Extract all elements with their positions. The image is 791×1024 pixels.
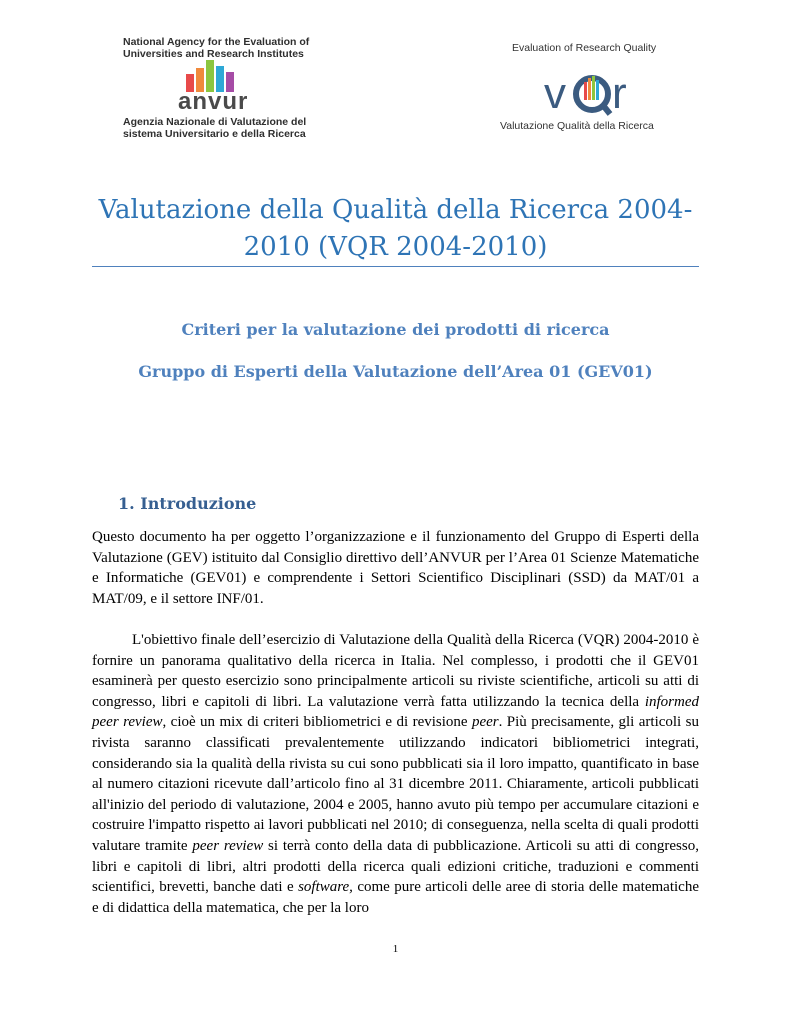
anvur-italian-line2: sistema Universitario e della Ricerca	[123, 128, 306, 140]
para2-text-1: L'obiettivo finale dell’esercizio di Valutazione della Qualità della Ricerca (VQR) 2004-2010 è fornire un panorama qualitativo della ricerca in Italia. Nel complesso, i prodotti che il GEV01 esaminerà per questo esercizio sono principalmente articoli su riviste scientifiche, articoli su atti di congresso, libri e capitoli di libri. La valutazione verrà fatta utilizzando la tecnica della	[92, 632, 699, 710]
anvur-logo	[120, 36, 320, 146]
anvur-english-name	[123, 36, 309, 60]
anvur-acronym: anvur	[178, 88, 249, 115]
paragraph-2	[92, 630, 699, 918]
vqr-top-text: Evaluation of Research Quality	[512, 42, 657, 54]
para2-em-peer: peer	[471, 714, 499, 731]
subtitle-criteria: Criteri per la valutazione dei prodotti di ricerca	[181, 320, 610, 339]
para2-text-3: . Più precisamente, gli articoli su rivista saranno classificati prevalentemente utilizzando indicatori bibliometrici integrati, considerando sia la qualità della rivista su cui sono pubblicati sia il loro impatto, quantificato in base al numero citazioni ricevute dall’articolo fino al 31 dicembre 2011. Chiaramente, articoli pubblicati all'inizio del periodo di valutazione, 2004 e 2005, hanno avuto più tempo per accumulare citazioni e costruire l'impatto rispetto ai lavori pubblicati nel 2010; di conseguenza, nella scelta di quali prodotti valutare tramite	[92, 714, 699, 854]
para2-text-4: si terrà conto della data di pubblicazione. Articoli su atti di congresso, libri e capitoli di libri, altri prodotti della ricerca quali edizioni critiche, traduzioni e commenti scientifici, brevetti, banche dati e	[92, 837, 699, 896]
vqr-bottom-text: Valutazione Qualità della Ricerca	[500, 120, 654, 132]
vqr-letter-v: v	[544, 69, 566, 118]
title-line-1: Valutazione della Qualità della Ricerca 2004-	[98, 195, 693, 225]
paragraph-1: Questo documento ha per oggetto l’organizzazione e il funzionamento del Gruppo di Esperti della Valutazione (GEV) istituito dal Consiglio direttivo dell’ANVUR per l’Area 01 Scienze Matematiche e Informatiche (GEV01) e comprendente i Settori Scientifico Disciplinari (SSD) da MAT/01 a MAT/09, e il settore INF/01.	[92, 529, 699, 607]
vqr-logo	[500, 40, 690, 140]
anvur-english-line1: National Agency for the Evaluation of	[123, 36, 310, 48]
para2-em-peer-review: peer review	[192, 837, 264, 854]
document-title	[92, 192, 699, 266]
para2-em-informed-peer-review: informed peer review	[92, 693, 699, 731]
vqr-letter-r: r	[612, 69, 627, 118]
para2-em-software: software,	[298, 879, 353, 896]
page-number: 1	[392, 943, 399, 955]
vqr-mark-icon	[542, 66, 652, 118]
anvur-italian-line1: Agenzia Nazionale di Valutazione del	[123, 116, 307, 128]
para2-text-2: , cioè un mix di criteri bibliometrici e di revisione	[162, 714, 472, 731]
title-divider	[92, 266, 699, 267]
para2-text-5: come pure articoli delle aree di storia delle matematiche e di didattica della matematica, che per la loro	[92, 879, 699, 916]
subtitle-group: Gruppo di Esperti della Valutazione dell’Area 01 (GEV01)	[138, 362, 653, 381]
anvur-english-line2: Universities and Research Institutes	[123, 48, 304, 60]
section-heading-introduzione: 1. Introduzione	[118, 494, 257, 513]
anvur-italian-name	[123, 116, 306, 140]
title-line-2: 2010 (VQR 2004-2010)	[243, 232, 548, 262]
